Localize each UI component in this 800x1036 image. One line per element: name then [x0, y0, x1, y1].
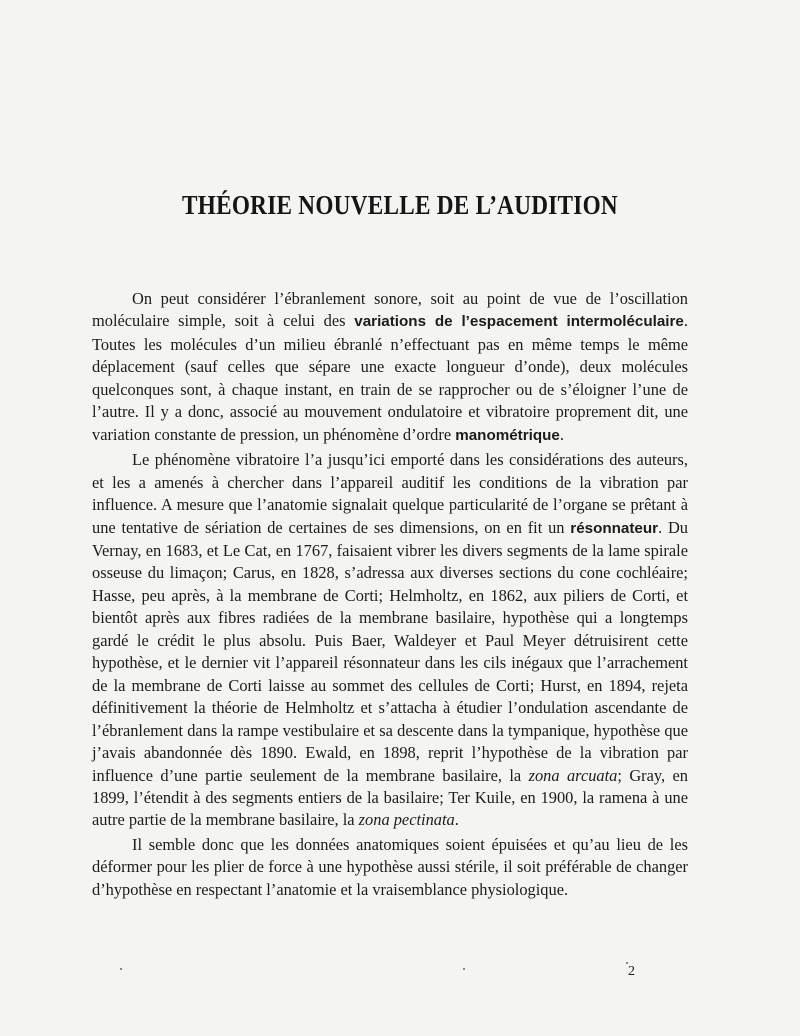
print-speck: [463, 968, 465, 970]
italic-zona-pectinata: zona pectinata: [358, 810, 455, 830]
body-text: [92, 288, 688, 903]
paragraph-2-text-cont-2: ; Gray, en 1899, l’étendit à des segments entiers de la basilaire; Ter Kuile, en 1900, la ramena à une autre partie de la membrane basilaire, la: [92, 765, 688, 830]
emphasis-resonnateur: résonnateur: [570, 519, 659, 537]
paragraph-1-end: .: [559, 424, 564, 444]
italic-zona-arcuata: zona arcuata: [528, 765, 618, 785]
paragraph-1-text: On peut considérer l’ébranlement sonore, soit au point de vue de l’oscillation moléculaire simple, soit à celui des: [92, 289, 688, 331]
paragraph-3: [92, 834, 688, 901]
print-speck: [626, 962, 628, 964]
paragraph-2: [92, 449, 688, 832]
paragraph-1: [92, 288, 688, 447]
emphasis-variations: variations de l’espacement intermoléculaire: [354, 313, 684, 331]
page-title: THÉORIE NOUVELLE DE L’AUDITION: [182, 190, 618, 221]
paragraph-1-text-cont: . Toutes les molécules d’un milieu ébranlé n’effectuant pas en même temps le même déplacement (sauf celles que sépare une exacte longueur d’onde), deux molécules quelconques sont, à chaque instant, en train de se rapprocher ou de s’éloigner l’une de l’autre. Il y a donc, associé au mouvement ondulatoire et vibratoire proprement dit, une variation constante de pression, un phénomène d’ordre: [92, 311, 688, 444]
paragraph-2-text: Le phénomène vibratoire l’a jusqu’ici emporté dans les considérations des auteurs, et les a amenés à chercher dans l’appareil auditif les conditions de la vibration par influence. A mesure que l’anatomie signalait quelque particularité de l’organe se prêtant à une tentative de sériation de certaines de ses dimensions, on en fit un: [92, 450, 688, 537]
paragraph-2-text-cont: . Du Vernay, en 1683, et Le Cat, en 1767, faisaient vibrer les divers segments de la lame spirale osseuse du limaçon; Carus, en 1828, s’adressa aux diverses sections du cone cochléaire; Hasse, peu après, à la membrane de Corti; Helmholtz, en 1862, aux piliers de Corti, et bientôt après aux fibres radiées de la membrane basilaire, hypothèse qui a longtemps gardé le crédit le plus absolu. Puis Baer, Waldeyer et Paul Meyer détruisirent cette hypothèse, et le dernier vit l’appareil résonnateur dans les cils inégaux que l’arrachement de la membrane de Corti laisse au sommet des cellules de Corti; Hurst, en 1894, rejeta définitivement la théorie de Helmholtz et s’attacha à étudier l’ondulation ascendante de l’ébranlement dans la rampe vestibulaire et sa descente dans la tympanique, hypothèse que j’avais abandonnée dès 1890. Ewald, en 1898, reprit l’hypothèse de la vibration par influence d’une partie seulement de la membrane basilaire, la: [92, 517, 688, 785]
paragraph-2-end: .: [454, 810, 459, 830]
paragraph-3-text: Il semble donc que les données anatomiques soient épuisées et qu’au lieu de les déformer pour les plier de force à une hypothèse aussi stérile, il soit préférable de changer d’hypothèse en respectant l’anatomie et la vraisemblance physiologique.: [92, 834, 688, 899]
page-number: 2: [628, 964, 635, 979]
print-speck: [120, 968, 122, 970]
emphasis-manometrique: manométrique: [455, 426, 560, 444]
